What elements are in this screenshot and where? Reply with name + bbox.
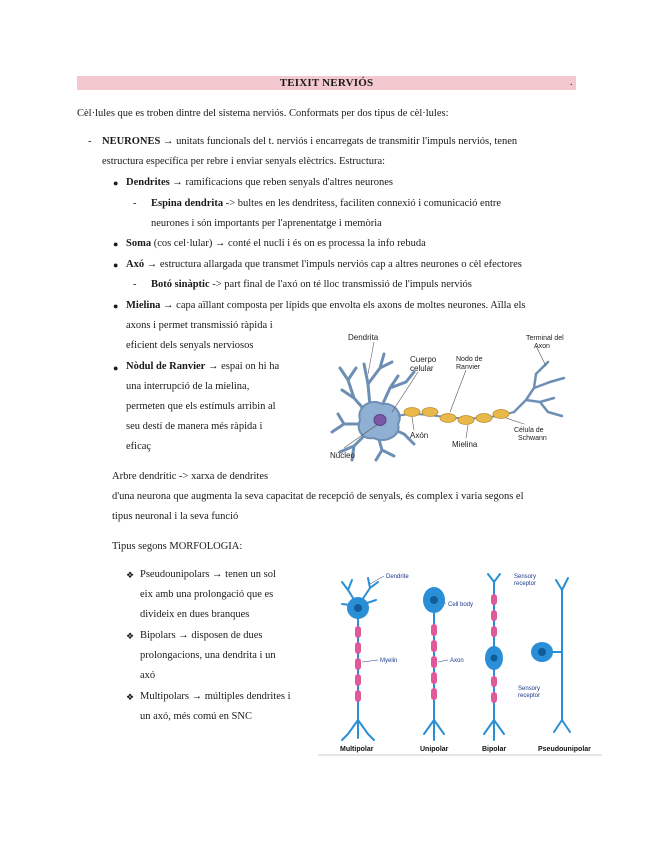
label-pseudounipolar: Pseudounipolar [538,746,591,753]
label-terminal2: Axon [534,343,550,350]
dash-espina: - [133,198,137,209]
neurones-line2: estructura específica per rebre i enviar senyals elèctrics. Estructura: [102,156,386,167]
dash-boto: - [133,279,137,290]
axo-text: → estructura allargada que transmet l'impuls nerviós cap a altres neurones o cèl efectores [144,259,522,270]
multipolars-line1: Multipolars → múltiples dendrites i [140,691,291,702]
neurones-term: NEURONES [102,136,161,147]
multipolars-line2: un axó, més comú en SNC [140,711,252,722]
label-mielina: Mielina [452,440,478,449]
soma-text: (cos cel·lular) → conté el nucli i és on es processa la info rebuda [151,238,426,249]
label-celula1: Célula de [514,427,544,434]
pseudo-line2: eix amb una prolongació que es [140,589,274,600]
boto-term: Botó sinàptic [151,279,210,290]
bipolars-line1: Bipolars → disposen de dues [140,630,263,641]
label-sensory2b: receptor [518,693,541,699]
ranvier-line3: permeten que els estímuls arribin al [126,401,276,412]
label-myelin: Myelin [380,658,398,664]
espina-line1 [151,197,501,211]
page-title: TEIXIT NERVIÓS [279,77,374,89]
diamond-pseudo: ❖ [126,570,135,580]
espina-text: -> bultes en les dendritess, faciliten connexió i comunicació entre [223,198,502,209]
label-dendrita: Dendrita [348,333,379,342]
label-nucleo: Núcleo [330,451,355,460]
boto-text: -> part final de l'axó on té lloc transmissió de l'impuls nerviós [209,279,472,290]
mielina-line3: eficient dels senyals nerviosos [126,340,254,351]
boto-line [151,278,472,292]
label-celula2: Schwann [518,435,547,442]
dash-neurones: - [88,136,92,147]
label-sensory1a: Sensory [514,574,537,580]
bipolars-line3: axó [140,670,156,681]
label-nodo: Nodo de [456,356,483,363]
label-axon-fig2: Axon [450,658,464,664]
morfologia-heading: Tipus segons MORFOLOGIA: [112,541,243,552]
dendrites-text: → ramificacions que reben senyals d'altres neurones [169,177,393,188]
title-dot: . [570,77,573,88]
label-sensory1b: receptor [514,581,537,587]
mielina-text: → capa aïllant composta per lípids que envolta els axons de moltes neurones. Aïlla els [160,300,526,311]
label-terminal1: Terminal del [526,335,564,342]
label-unipolar: Unipolar [420,746,449,753]
arbre-line2: d'una neurona que augmenta la seva capacitat de recepció de senyals, és complex i varia segons el [112,491,524,502]
soma-line [126,237,426,251]
label-cuerpo: Cuerpo [410,355,437,364]
axo-term: Axó [126,259,145,270]
mielina-line1 [126,299,526,313]
mielina-line2: axons i permet transmissió ràpida i [126,320,273,331]
bipolars-line2: prolongacions, una dendrita i un [140,650,276,661]
label-dendrite: Dendrite [386,574,409,580]
pseudo-line3: divideix en dues branques [140,609,250,620]
label-sensory2a: Sensory [518,686,541,692]
mielina-term: Mielina [126,300,161,311]
espina-line2: neurones i són importants per l'aprenentatge i memòria [151,218,382,229]
bullet-soma: ● [113,239,119,249]
neurones-text: → unitats funcionals del t. nerviós i encarregats de transmitir l'impuls nerviós, tenen [160,136,518,147]
nucleus-shape [374,415,386,426]
ranvier-line1 [126,360,279,374]
arbre-line1: Arbre dendrític -> xarxa de dendrites [112,471,269,482]
dendrites-term: Dendrites [126,177,170,188]
label-multipolar: Multipolar [340,746,374,753]
label-bipolar: Bipolar [482,746,507,753]
axo-line [126,258,522,272]
neuron-types-figure [318,570,602,756]
label-celular: celular [410,364,434,373]
label-cell-body: Cell body [448,602,474,608]
ranvier-text: → espai on hi ha [205,361,280,372]
arbre-line3: tipus neuronal i la seva funció [112,511,239,522]
ranvier-line2: una interrupció de la mielina, [126,381,250,392]
ranvier-line5: eficaç [126,441,152,452]
ranvier-line4: seu destí de manera més ràpida i [126,421,263,432]
bullet-mielina: ● [113,301,119,311]
espina-term: Espina dendrita [151,198,224,209]
neuron-anatomy-figure [318,328,580,464]
label-axon: Axón [410,431,429,440]
bullet-axo: ● [113,260,119,270]
label-ranvier: Ranvier [456,364,481,371]
bullet-dendrites: ● [113,178,119,188]
diamond-bipolars: ❖ [126,631,135,641]
neurones-line1 [102,135,517,149]
diamond-multipolars: ❖ [126,692,135,702]
pseudo-line1: Pseudounipolars → tenen un sol [140,569,276,580]
ranvier-term: Nòdul de Ranvier [126,361,206,372]
soma-term: Soma [126,238,152,249]
dendrites-line [126,176,393,190]
bullet-ranvier: ● [113,363,119,373]
intro-text: Cèl·lules que es troben dintre del sistema nerviós. Conformats per dos tipus de cèl·lules: [77,108,449,119]
